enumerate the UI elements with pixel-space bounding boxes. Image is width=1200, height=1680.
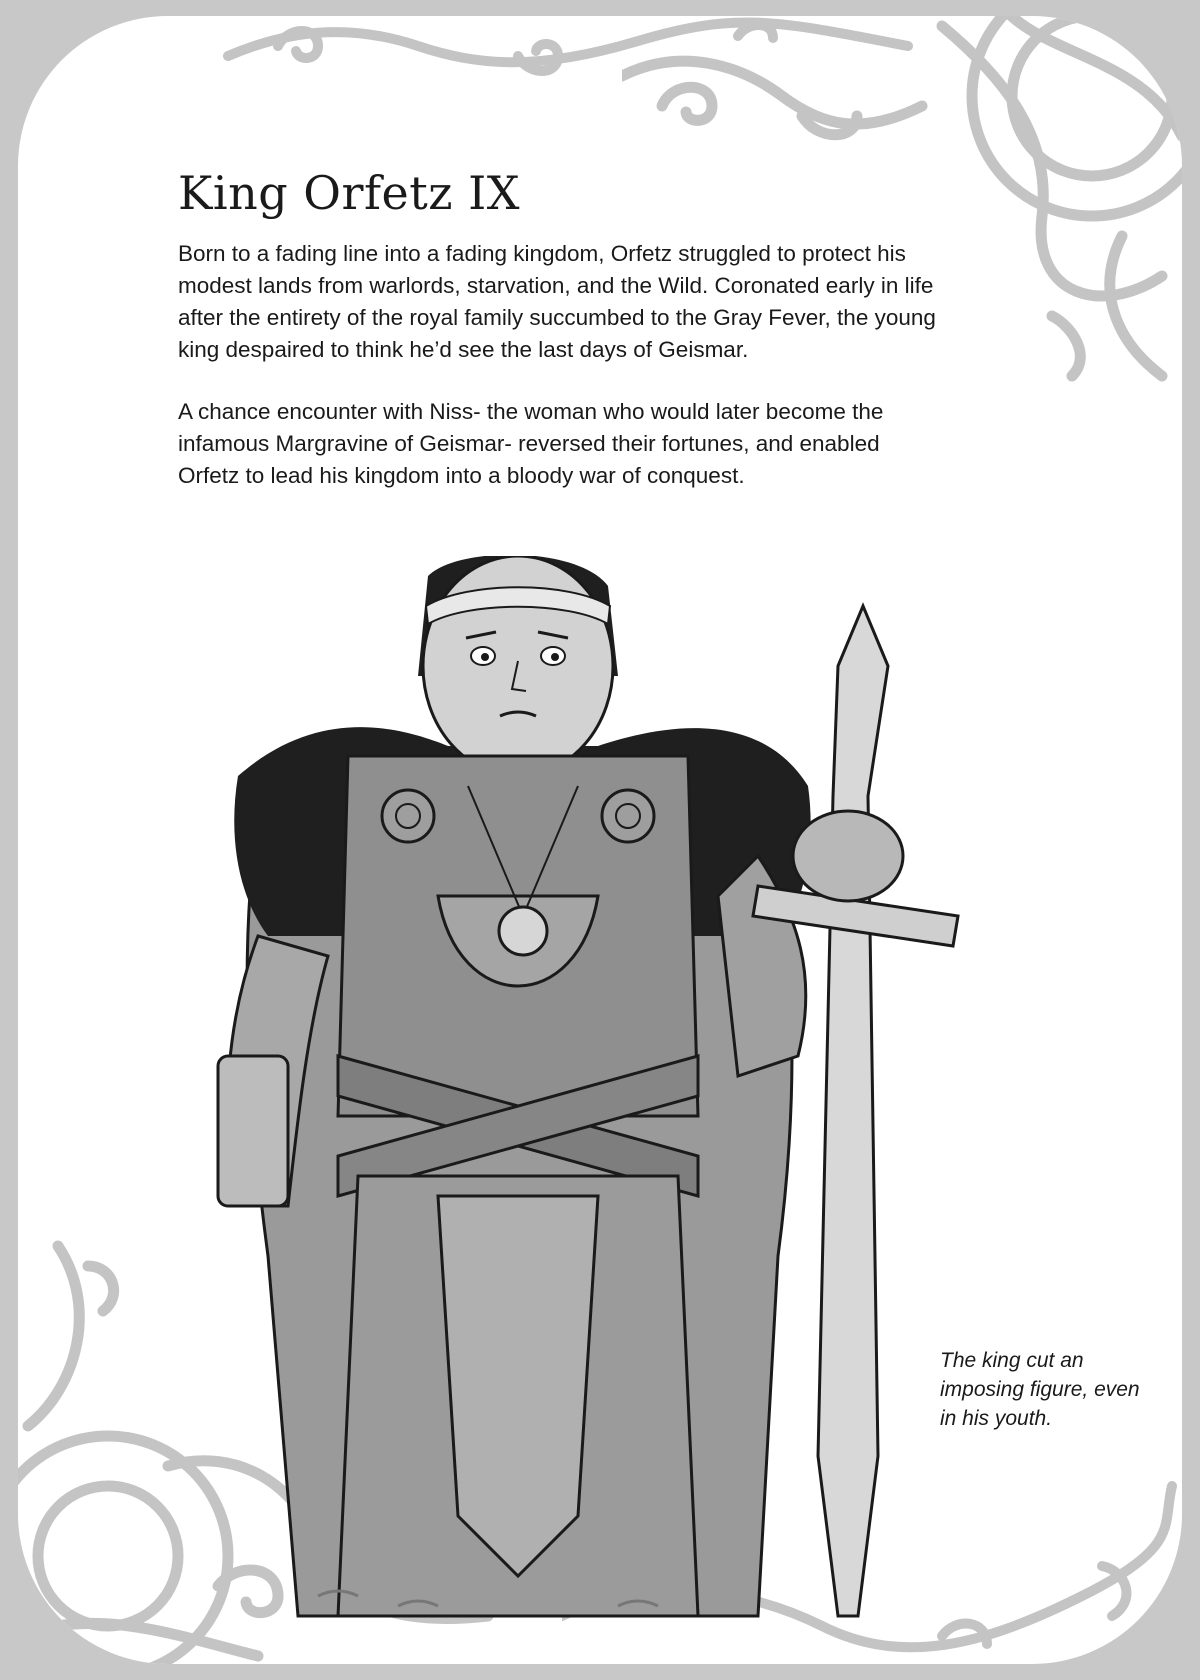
page-title: King Orfetz IX bbox=[178, 166, 520, 220]
page-panel bbox=[18, 16, 1182, 1664]
illustration-caption: The king cut an imposing figure, even in his youth. bbox=[940, 1349, 1140, 1430]
king-portrait-illustration bbox=[198, 556, 1018, 1636]
paragraph: Born to a fading line into a fading kingdom, Orfetz struggled to protect his modest lands from warlords, starvation, and the Wild. Coronated early in life after the entirety of the royal family succumbed to the Gray Fever, the young king despaired to think he’d see the last days of Geismar. bbox=[178, 241, 936, 362]
paragraph: A chance encounter with Niss- the woman who would later become the infamous Margravine of Geismar- reversed their fortunes, and enabled Orfetz to lead his kingdom into a bloody war of conquest. bbox=[178, 399, 884, 488]
body-text bbox=[178, 238, 938, 522]
